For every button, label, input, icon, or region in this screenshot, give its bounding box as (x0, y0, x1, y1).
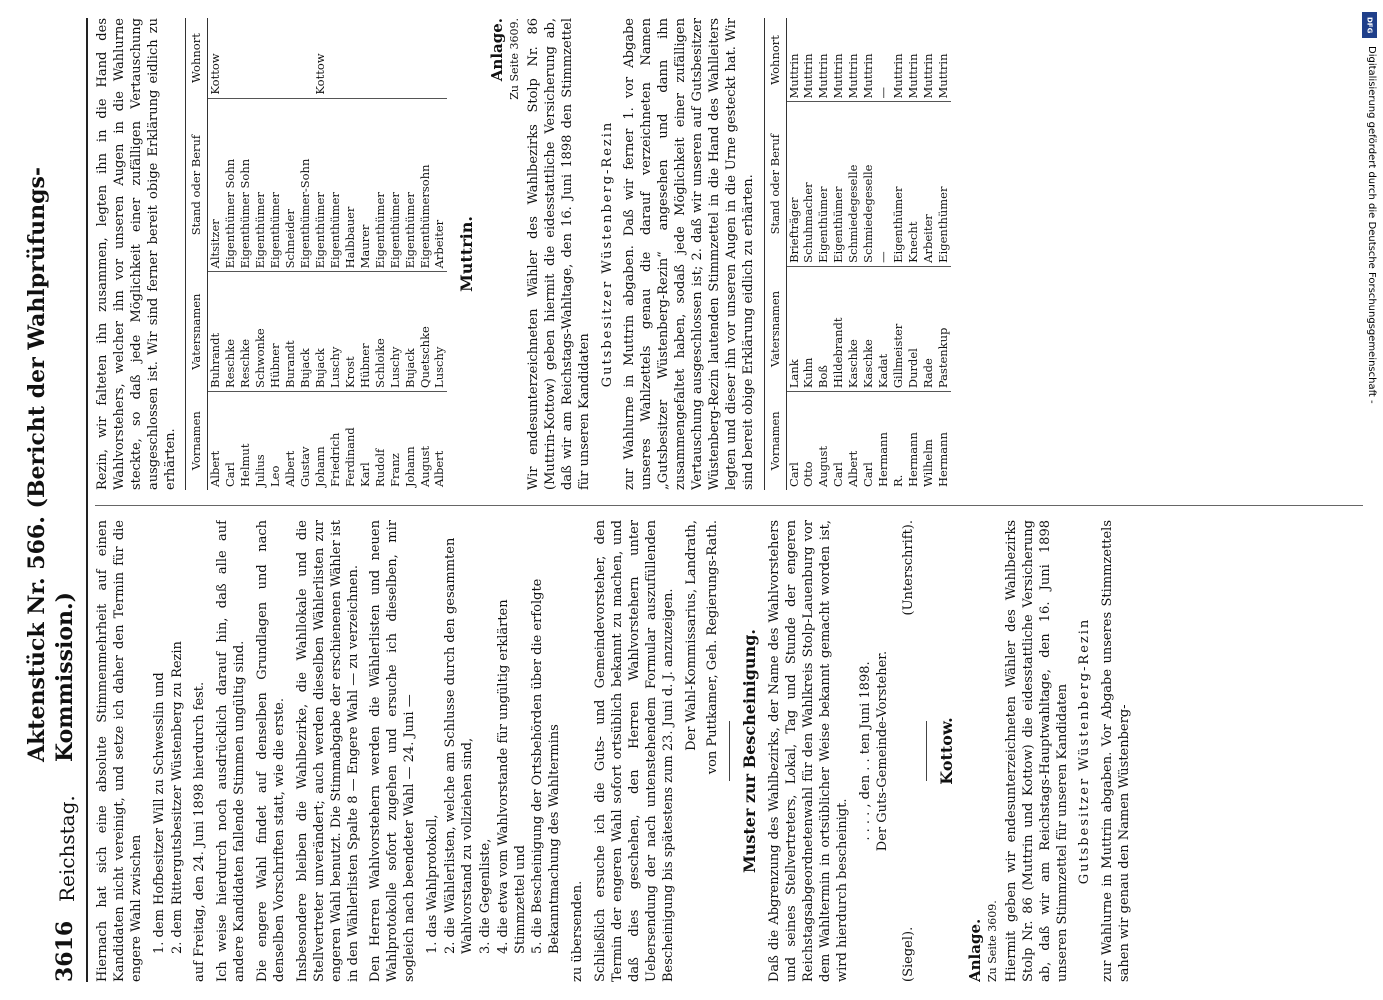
table-row (283, 18, 298, 490)
table-cell: Reschke (223, 272, 238, 392)
table-cell (432, 18, 447, 98)
table-cell: Bujack (403, 272, 418, 392)
table-cell: Arbeiter (432, 98, 447, 272)
divider (926, 721, 927, 781)
table-cell: Johann (312, 446, 327, 487)
table-cell: Eigenthümer (388, 98, 403, 272)
table-cell (418, 18, 433, 98)
table-row (432, 18, 447, 490)
signature-line: Der Wahl-Kommissarius, Landrath, (683, 520, 699, 751)
column-header: Vatersnamen (764, 266, 786, 391)
voter-table-kottow (185, 18, 447, 490)
paragraph: zur Wahlurne in Muttrin abgaben. Daß wir ferner 1. vor Abgabe unseres Wahlzettels genau die darauf verzeichneten Namen „Gutsbesitzer Wüstenberg-Rezin“ angesehen und dann ihn zusammengefaltet haben, sodaß jede Möglichkeit einer zufälligen Vertauschung ausgeschlossen ist; 2. daß wir unseren auf Gutsbesitzer Wüstenberg-Rezin lautenden Stimmzettel in die Hand des Wahlleiters legten und dieser ihn vor unseren Augen in die Urne gesteckt hat. Wir sind bereit obige Erklärung eidlich zu erhärten. (622, 18, 756, 490)
column-divider (95, 505, 1363, 506)
table-cell: Kottow (313, 18, 328, 98)
table-cell: August (417, 445, 432, 487)
table-cell: Luschy (328, 272, 343, 392)
table-cell: Eigenthümer (328, 98, 343, 272)
table-cell: Maurer (358, 98, 373, 272)
table-cell: Pastenkup (936, 266, 951, 391)
dfg-logo: DFG (1362, 12, 1377, 38)
table-cell: Kottow (208, 18, 223, 98)
voter-table-muttrin (764, 18, 951, 490)
document-list (425, 520, 564, 982)
table-cell: Muttrin (786, 18, 801, 102)
left-column (95, 520, 1363, 982)
table-cell: Schmiedegeselle (846, 102, 861, 266)
table-cell: Carl (786, 462, 801, 487)
table-cell (403, 18, 418, 98)
seal-label: (Siegel). (901, 926, 917, 982)
table-cell: Eigenthümer (373, 98, 388, 272)
signature-line: Der Guts-Gemeinde-Vorsteher. (874, 650, 890, 852)
paragraph: Die engere Wahl findet auf denselben Grundlagen und nach denselben Vorschriften statt, wie die erste. (255, 520, 288, 982)
table-row (418, 18, 433, 490)
table-cell: Johann (402, 446, 417, 487)
table-cell: Eigenthümer (816, 102, 831, 266)
list-item: 5. die Bescheinigung der Ortsbehörden über die erfolgte Bekanntmachung des Wahltermins (530, 578, 563, 954)
table-row (268, 18, 283, 490)
table-cell: Carl (861, 462, 876, 487)
header-source: Reichstag. (55, 795, 79, 902)
table-header-row (764, 18, 786, 490)
table-cell: Albert (432, 450, 447, 487)
table-cell: Rudolf (372, 448, 387, 487)
table-cell: Muttrin (921, 18, 936, 102)
table-row (388, 18, 403, 490)
paragraph: Den Herren Wahlvorstehern werden die Wählerlisten und neuen Wahlprotokolle sofort zugehen und ersuche ich dieselben, mir sogleich nach beendeter Wahl — 24. Juni — (368, 520, 418, 982)
table-cell: Leo (268, 465, 283, 487)
table-cell: Muttrin (936, 18, 951, 102)
table-row (298, 18, 313, 490)
table-row (861, 18, 876, 490)
table-cell: Buhrandt (208, 272, 223, 392)
table-row (906, 18, 921, 490)
table-cell: Durdel (906, 266, 921, 391)
table-cell: Muttrin (831, 18, 846, 102)
table-row (343, 18, 358, 490)
paragraph: Rezin, wir falteten ihn zusammen, legten ihn in die Hand des Wahlvorstehers, welcher ihn vor unseren Augen in die Wahlurne steckte, so daß jede Möglichkeit einer zufälligen Vertauschung ausgeschlossen ist. Wir sind ferner bereit obige Erklärung eidlich zu erhärten. (95, 18, 178, 490)
table-row (831, 18, 846, 490)
table-cell: Muttrin (801, 18, 816, 102)
table-cell: Briefträger (786, 102, 801, 266)
table-cell (223, 18, 238, 98)
table-cell: Kaschke (846, 266, 861, 391)
seal-row (901, 520, 918, 982)
table-cell: — (876, 102, 891, 266)
table-cell: Luschy (432, 272, 447, 392)
table-cell: Albert (208, 450, 223, 487)
column-header: Vornamen (186, 391, 208, 490)
column-header: Wohnort (186, 18, 208, 98)
table-cell: Rade (921, 266, 936, 391)
table-cell: Eigenthümer Sohn (238, 98, 253, 272)
column-header: Wohnort (764, 18, 786, 102)
divider (729, 721, 730, 781)
paragraph: Schließlich ersuche ich die Guts- und Gemeindevorsteher, den Termin der engeren Wahl sofort ortsüblich bekannt zu machen, und daß dies geschehen, den Herren Wahlvorstehern unter Uebersendung der nach untenstehendem Formular auszufüllenden Bescheinigung bis spätestens zum 23. Juni d. J. anzuzeigen. (593, 520, 676, 982)
table-cell: Eigenthümer-Sohn (298, 98, 313, 272)
table-cell: Quetschke (418, 272, 433, 392)
annex-block (488, 18, 522, 490)
table-cell: Boß (816, 266, 831, 391)
table-cell: Eigenthümer (831, 102, 846, 266)
paragraph: zur Wahlurne in Muttrin abgaben. Vor Abgabe unseres Stimmzettels sahen wir genau den Namen Wüstenberg- (1100, 520, 1133, 982)
table-cell: Julius (253, 454, 268, 487)
table-cell: Eigenthümer (268, 98, 283, 272)
list-item: 2. dem Rittergutsbesitzer Wüstenberg zu Rezin (169, 641, 185, 954)
table-cell: Ferdinand (342, 427, 357, 487)
table-row (403, 18, 418, 490)
list-item: 1. das Wahlprotokoll, (425, 814, 441, 954)
page-number: 3616 (52, 920, 79, 982)
table-cell: Bujack (298, 272, 313, 392)
table-cell: Kadat (876, 266, 891, 391)
table-cell: Eigenthümer (313, 98, 328, 272)
table-cell: Franz (387, 453, 402, 487)
table-cell: Muttrin (906, 18, 921, 102)
table-cell (343, 18, 358, 98)
table-row (358, 18, 373, 490)
paragraph: Insbesondere bleiben die Wahlbezirke, die Wahllokale und die Stellvertreter unverändert; auch werden dieselben Wählerlisten zur engeren Wahl benutzt. Die Stimmabgabe der erschienenen Wähler ist in den Wählerlisten Spalte 8 — Engere Wahl — zu verzeichnen. (294, 520, 361, 982)
paragraph: Hiermit geben wir endesunterzeichneten Wähler des Wahlbezirks Stolp Nr. 86 (Muttrin und Kottow) die eidesstattliche Versicherung ab, daß wir am Reichstags-Hauptwahltage, den 16. Juni 1898 unseren Stimmzettel für unseren Kandidaten (1003, 520, 1070, 982)
table-row (313, 18, 328, 490)
table-cell: Otto (801, 461, 816, 487)
header-title: Aktenstück Nr. 566. (Bericht der Wahlprüfungs-Kommission.) (23, 166, 79, 762)
list-item: 3. die Gegenliste, (477, 838, 493, 954)
annex-title: Anlage. (966, 918, 985, 982)
list-item: 2. die Wählerlisten, welche am Schlusse durch den gesammten Wahlvorstand zu vollziehen sind, (443, 537, 475, 954)
table-cell: Arbeiter (921, 102, 936, 266)
paragraph: Hiernach hat sich eine absolute Stimmenmehrheit auf einen Kandidaten nicht vereinigt, und setze ich daher den Termin für die engere Wahl zwischen (95, 520, 144, 982)
table-cell: Altsitzer (208, 98, 223, 272)
table-cell: Wilhelm (920, 439, 935, 487)
table-cell: Muttrin (861, 18, 876, 102)
column-header: Stand oder Beruf (186, 98, 208, 272)
table-row (786, 18, 801, 490)
table-row (223, 18, 238, 490)
table-cell: Bujack (313, 272, 328, 392)
table-cell: Schmiedegeselle (861, 102, 876, 266)
table-cell: Kaschke (861, 266, 876, 391)
table-cell: Halbbauer (343, 98, 358, 272)
table-row (816, 18, 831, 490)
table-cell: Schwonke (253, 272, 268, 392)
date-line: . . . . , den . . ten Juni 1898. (857, 661, 873, 841)
table-cell: Friedrich (327, 432, 342, 487)
table-row (208, 18, 223, 490)
table-cell: Knecht (906, 102, 921, 266)
column-header: Vatersnamen (186, 272, 208, 392)
table-cell: Eigenthümer (891, 102, 906, 266)
table-cell (283, 18, 298, 98)
table-row (846, 18, 861, 490)
column-header: Stand oder Beruf (764, 102, 786, 266)
table-row (373, 18, 388, 490)
table-cell: Burandt (283, 272, 298, 392)
table-cell: Hermann (935, 432, 950, 487)
table-cell: Eigenthümer (253, 98, 268, 272)
table-cell: Schuhmacher (801, 102, 816, 266)
table-row (801, 18, 816, 490)
table-cell: Helmut (238, 443, 253, 487)
section-title: Kottow. (937, 717, 957, 785)
candidate-list (152, 520, 187, 982)
table-cell: R. (891, 474, 906, 487)
table-cell: Hübner (358, 272, 373, 392)
paragraph: auf Freitag, den 24. Juni 1898 hierdurch fest. (192, 681, 208, 982)
table-cell (238, 18, 253, 98)
table-cell: Eigenthümer (936, 102, 951, 266)
credit-text: Digitalisierung gefördert durch die Deutsche Forschungsgemeinschaft - (1366, 46, 1377, 404)
page-header (20, 18, 88, 982)
paragraph: Wir endesunterzeichneten Wähler des Wahlbezirks Stolp Nr. 86 (Muttrin-Kottow) geben hiermit die eidesstattliche Versicherung ab, daß wir am Reichstags-Wahltage, den 16. Juni 1898 den Stimmzettel für unseren Kandidaten (525, 18, 592, 490)
table-cell: Gustav (298, 446, 313, 487)
table-row (253, 18, 268, 490)
table-cell: Hermann (876, 432, 891, 487)
annex-title: Anlage. (488, 18, 507, 82)
candidate-name: Gutsbesitzer Wüstenberg-Rezin (1077, 617, 1093, 885)
table-cell: Eigenthümer (403, 98, 418, 272)
table-cell: Krost (343, 272, 358, 392)
table-row (876, 18, 891, 490)
table-cell: Schneider (283, 98, 298, 272)
table-cell: Reschke (238, 272, 253, 392)
section-title: Muster zur Bescheinigung. (740, 629, 760, 873)
table-cell: — (876, 18, 891, 102)
table-row (936, 18, 951, 490)
list-item: 4. die etwa vom Wahlvorstande für ungültig erklärten Stimmzettel und (495, 599, 528, 954)
table-header-row (186, 18, 208, 490)
table-cell: August (816, 445, 831, 487)
table-cell: Hermann (906, 432, 920, 487)
table-cell: Albert (283, 450, 298, 487)
table-cell: Lank (786, 266, 801, 391)
candidate-name: Gutsbesitzer Wüstenberg-Rezin (599, 120, 615, 388)
paragraph: zu übersenden. (570, 880, 586, 982)
signature-label: (Unterschrift). (901, 520, 917, 616)
table-cell (253, 18, 268, 98)
table-cell (388, 18, 403, 98)
signature-line: von Puttkamer, Geh. Regierungs-Rath. (704, 520, 720, 775)
annex-ref: Zu Seite 3609. (985, 900, 999, 982)
table-cell: Eigenthümersohn (418, 98, 433, 272)
list-item: 1. dem Hofbesitzer Will zu Schwesslin und (151, 672, 167, 954)
table-row (891, 18, 906, 490)
right-column (95, 18, 1363, 490)
table-cell: Kuhn (801, 266, 816, 391)
column-header: Vornamen (764, 392, 786, 490)
table-cell: Carl (831, 462, 846, 487)
table-cell: Hildebrandt (831, 266, 846, 391)
table-cell: Muttrin (891, 18, 906, 102)
table-row (921, 18, 936, 490)
section-title: Muttrin. (457, 216, 477, 292)
table-cell (328, 18, 343, 98)
table-cell: Eigenthümer Sohn (223, 98, 238, 272)
table-cell (373, 18, 388, 98)
table-cell: Albert (846, 450, 861, 487)
table-cell: Muttrin (816, 18, 831, 102)
table-cell: Schloike (373, 272, 388, 392)
table-row (328, 18, 343, 490)
table-cell (298, 18, 313, 98)
paragraph: Ich weise hierdurch noch ausdrücklich darauf hin, daß alle auf andere Kandidaten fallende Stimmen ungültig sind. (215, 520, 248, 982)
table-cell (358, 18, 373, 98)
table-cell: Karl (357, 462, 372, 487)
table-row (238, 18, 253, 490)
table-cell (268, 18, 283, 98)
table-cell: Luschy (388, 272, 403, 392)
table-cell: Carl (223, 462, 238, 487)
paragraph: Daß die Abgrenzung des Wahlbezirks, der Name des Wahlvorstehers und seines Stellvertreters, Lokal, Tag und Stunde der engeren Reichstagsabgeordnetenwahl für den Wahlkreis Stolp-Lauenburg vor dem Wahltermin in ortsüblicher Weise bekannt gemacht worden ist, wird hierdurch bescheinigt. (767, 520, 850, 982)
table-cell: Gillmeister (891, 266, 906, 391)
table-cell: Muttrin (846, 18, 861, 102)
table-cell: Hübner (268, 272, 283, 392)
annex-ref: Zu Seite 3609. (507, 18, 521, 100)
